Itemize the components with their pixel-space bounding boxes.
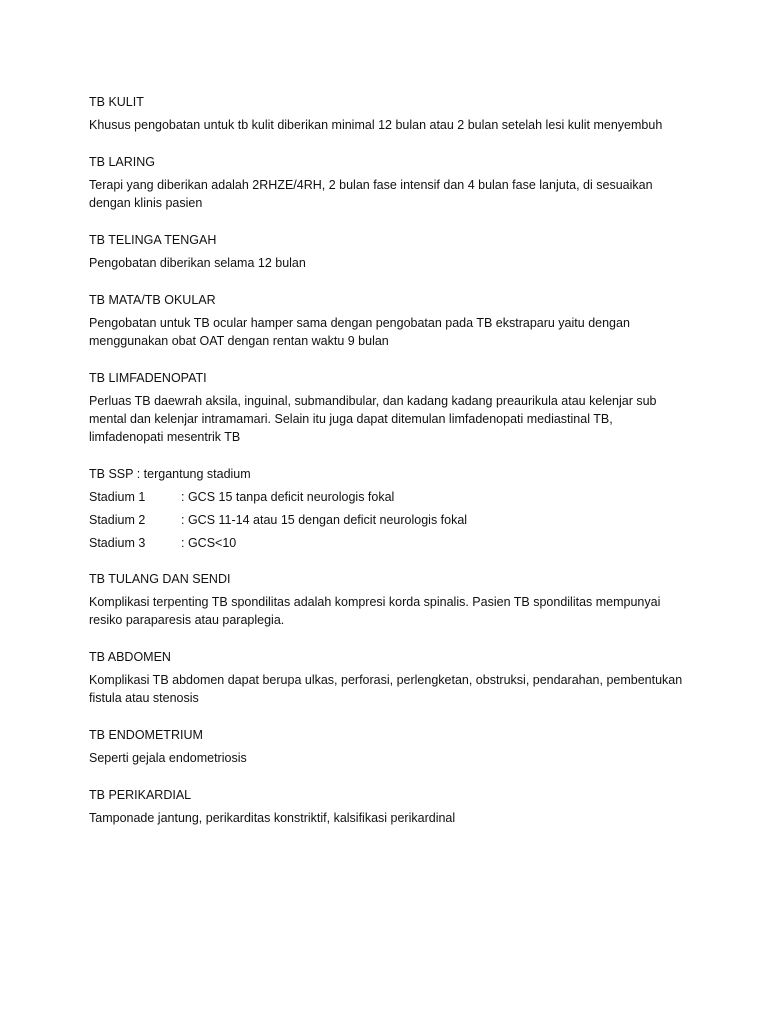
section-tb-perikardial xyxy=(89,787,689,827)
section-tb-mata xyxy=(89,292,689,350)
section-heading: TB TELINGA TENGAH xyxy=(89,233,217,247)
stadium-row xyxy=(89,489,689,505)
section-heading: TB SSP : tergantung stadium xyxy=(89,467,251,481)
stadium-row xyxy=(89,512,689,528)
section-heading: TB LIMFADENOPATI xyxy=(89,371,207,385)
section-body: Perluas TB daewrah aksila, inguinal, submandibular, dan kadang kadang preaurikula atau kelenjar sub mental dan kelenjar intramamari. Selain itu juga dapat ditemulan limfadenopati mediastinal TB, limfadenopati mesentrik TB xyxy=(89,394,657,444)
section-body: Khusus pengobatan untuk tb kulit diberikan minimal 12 bulan atau 2 bulan setelah lesi kulit menyembuh xyxy=(89,118,663,132)
section-heading: TB TULANG DAN SENDI xyxy=(89,572,231,586)
stadium-label: Stadium 3 xyxy=(89,536,146,550)
section-body: Pengobatan untuk TB ocular hamper sama dengan pengobatan pada TB ekstraparu yaitu dengan menggunakan obat OAT dengan rentan waktu 9 bulan xyxy=(89,316,630,348)
section-tb-kulit xyxy=(89,94,689,134)
section-tb-tulang-dan-sendi xyxy=(89,571,689,629)
section-heading: TB MATA/TB OKULAR xyxy=(89,293,216,307)
stadium-label: Stadium 1 xyxy=(89,490,146,504)
section-tb-telinga-tengah xyxy=(89,232,689,272)
section-heading: TB ENDOMETRIUM xyxy=(89,728,203,742)
section-heading: TB ABDOMEN xyxy=(89,650,171,664)
section-tb-limfadenopati xyxy=(89,370,689,446)
section-tb-abdomen xyxy=(89,649,689,707)
stadium-description: : GCS 15 tanpa deficit neurologis fokal xyxy=(181,490,395,504)
section-heading: TB KULIT xyxy=(89,95,144,109)
section-tb-ssp xyxy=(89,466,689,551)
section-heading: TB LARING xyxy=(89,155,155,169)
section-body: Komplikasi terpenting TB spondilitas adalah kompresi korda spinalis. Pasien TB spondilitas mempunyai resiko paraparesis atau paraplegia. xyxy=(89,595,661,627)
document-content xyxy=(89,94,689,847)
stadium-label: Stadium 2 xyxy=(89,513,146,527)
stadium-description: : GCS 11-14 atau 15 dengan deficit neurologis fokal xyxy=(181,513,468,527)
section-body: Terapi yang diberikan adalah 2RHZE/4RH, 2 bulan fase intensif dan 4 bulan fase lanjuta, di sesuaikan dengan klinis pasien xyxy=(89,178,653,210)
section-tb-laring xyxy=(89,154,689,212)
section-tb-endometrium xyxy=(89,727,689,767)
stadium-description: : GCS<10 xyxy=(181,536,237,550)
section-body: Komplikasi TB abdomen dapat berupa ulkas, perforasi, perlengketan, obstruksi, pendarahan, pembentukan fistula atau stenosis xyxy=(89,673,683,705)
section-body: Tamponade jantung, perikarditas konstriktif, kalsifikasi perikardinal xyxy=(89,811,456,825)
stadium-row xyxy=(89,535,689,551)
section-body: Seperti gejala endometriosis xyxy=(89,751,247,765)
section-heading: TB PERIKARDIAL xyxy=(89,788,192,802)
section-body: Pengobatan diberikan selama 12 bulan xyxy=(89,256,306,270)
